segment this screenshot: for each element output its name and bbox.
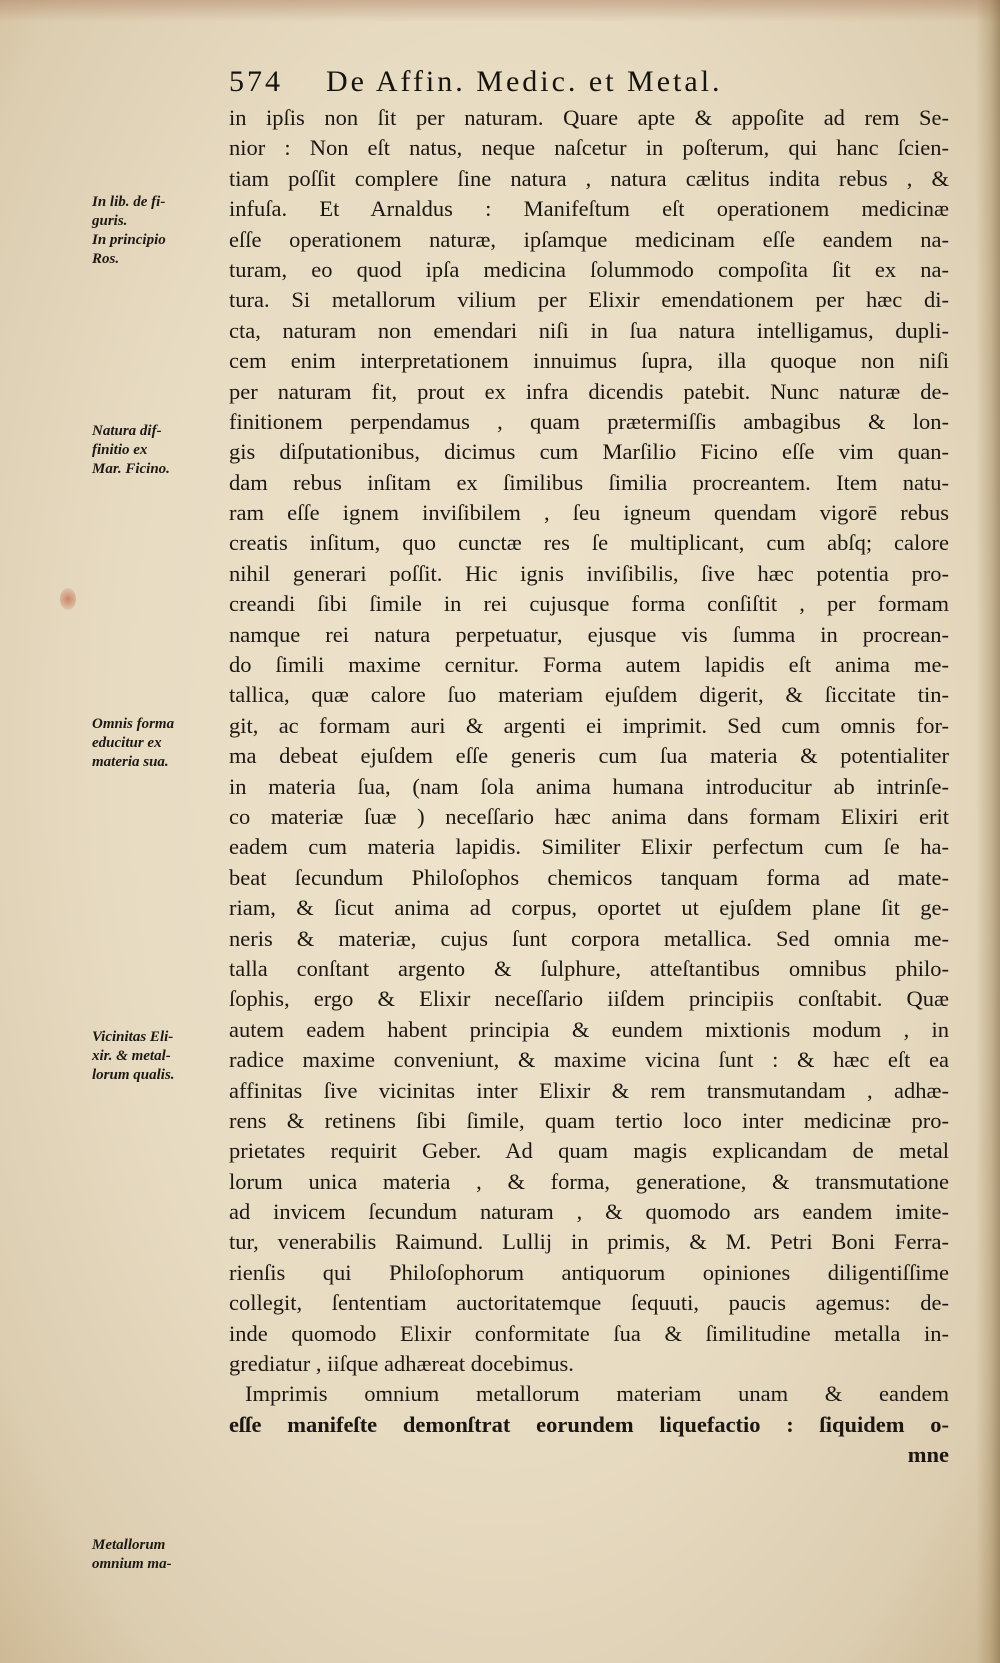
text-line: nihil generari poſſit. Hic ignis inviſibilis, ſive hæc potentia pro- xyxy=(229,560,949,586)
margin-note xyxy=(92,422,222,479)
text-line: tallica, quæ calore ſuo materiam ejuſdem digerit, & ſiccitate tin- xyxy=(229,682,949,708)
text-line: neris & materiæ, cujus ſunt corpora metallica. Sed omnia me- xyxy=(229,925,949,951)
text-line: radice maxime conveniunt, & maxime vicina ſunt : & hæc eſt ea xyxy=(229,1047,949,1073)
margin-note-line: guris. xyxy=(92,213,128,229)
page-number: 574 xyxy=(229,65,283,98)
margin-note-line: omnium ma- xyxy=(92,1556,172,1572)
text-line: lorum unica materia , & forma, generatione, & transmutatione xyxy=(229,1168,949,1194)
text-line: rens & retinens ſibi ſimile, quam tertio loco inter medicinæ pro- xyxy=(229,1107,949,1133)
text-line: cem enim interpretationem innuimus ſupra, illa quoque non niſi xyxy=(229,348,949,374)
text-line: in ipſis non ſit per naturam. Quare apte & appoſite ad rem Se- xyxy=(229,105,949,130)
text-line: rienſis qui Philoſophorum antiquorum opiniones diligentiſſime xyxy=(229,1259,949,1285)
text-line: ma debeat ejuſdem eſſe generis cum ſua materia & potentialiter xyxy=(229,743,949,769)
margin-note xyxy=(92,193,222,269)
text-line: prietates requirit Geber. Ad quam magis explicandam de metal xyxy=(229,1138,949,1164)
margin-note xyxy=(92,1536,222,1574)
text-line: eſſe manifeſte demonſtrat eorundem liquefactio : ſiquidem o- xyxy=(229,1411,949,1437)
margin-note-line: Omnis forma xyxy=(92,716,175,732)
text-line: namque rei natura perpetuatur, ejusque vis ſumma in procrean- xyxy=(229,621,949,647)
text-line: tura. Si metallorum vilium per Elixir emendationem per hæc di- xyxy=(229,287,949,313)
text-line: tiam poſſit complere ſine natura , natura cælitus indita rebus , & xyxy=(229,165,949,191)
text-line: ad invicem ſecundum naturam , & quomodo ars eandem imite- xyxy=(229,1199,949,1225)
margin-note-line: materia sua. xyxy=(92,754,169,770)
margin-note-line: In principio xyxy=(92,232,166,248)
margin-note-line: Vicinitas Eli- xyxy=(92,1029,174,1045)
running-title: De Affin. Medic. et Metal. xyxy=(326,65,723,98)
margin-note-line: Ros. xyxy=(92,251,120,267)
text-line: finitionem perpendamus , quam prætermiſſis ambagibus & lon- xyxy=(229,408,949,434)
text-line: turam, eo quod ipſa medicina ſolummodo compoſita ſit ex na- xyxy=(229,256,949,282)
margin-note-line: finitio ex xyxy=(92,442,148,458)
text-line: in materia ſua, (nam ſola anima humana introducitur ab intrinſe- xyxy=(229,773,949,799)
text-line: grediatur , iiſque adhæreat docebimus. xyxy=(229,1351,574,1377)
text-line: dam rebus inſitam ex ſimilibus ſimilia procreantem. Item natu- xyxy=(229,469,949,495)
text-line: infuſa. Et Arnaldus : Manifeſtum eſt operationem medicinæ xyxy=(229,196,949,222)
text-line: eadem cum materia lapidis. Similiter Elixir perfectum cum ſe ha- xyxy=(229,834,949,860)
text-line: ſophis, ergo & Elixir neceſſario iiſdem principiis conſtabit. Quæ xyxy=(229,986,949,1012)
text-line: autem eadem habent principia & eundem mixtionis modum , in xyxy=(229,1016,949,1042)
margin-note-line: educitur ex xyxy=(92,735,162,751)
text-line: per naturam fit, prout ex infra dicendis patebit. Nunc naturæ de- xyxy=(229,378,949,404)
page-edge-top xyxy=(0,0,1000,22)
text-line: creandi ſibi ſimile in rei cujusque forma conſiſtit , per formam xyxy=(229,591,949,617)
catchword: mne xyxy=(907,1442,949,1468)
text-line: tur, venerabilis Raimund. Lullij in primis, & M. Petri Boni Ferra- xyxy=(229,1229,949,1255)
running-header xyxy=(229,62,909,102)
text-line: git, ac formam auri & argenti ei imprimit. Sed cum omnis for- xyxy=(229,712,949,738)
body-text xyxy=(229,103,949,1471)
margin-note-line: Mar. Ficino. xyxy=(92,461,170,477)
text-line: eſſe operationem naturæ, ipſamque medicinam eſſe eandem na- xyxy=(229,226,949,252)
text-line: inde quomodo Elixir conformitate ſua & ſimilitudine metalla in- xyxy=(229,1320,949,1346)
margin-note-line: lorum qualis. xyxy=(92,1067,175,1083)
text-line: beat ſecundum Philoſophos chemicos tanquam forma ad mate- xyxy=(229,864,949,890)
text-line: Imprimis omnium metallorum materiam unam & eandem xyxy=(245,1381,949,1407)
text-line: riam, & ſicut anima ad corpus, oportet ut ejuſdem plane ſit ge- xyxy=(229,895,949,921)
margin-note-line: Natura dif- xyxy=(92,423,162,439)
text-line: talla conſtant argento & ſulphure, atteſtantibus omnibus philo- xyxy=(229,955,949,981)
margin-note-line: In lib. de fi- xyxy=(92,194,166,210)
text-line: cta, naturam non emendari niſi in ſua natura intelligamus, dupli- xyxy=(229,317,949,343)
text-line: nior : Non eſt natus, neque naſcetur in poſterum, qui hanc ſcien- xyxy=(229,135,949,161)
margin-note-line: Metallorum xyxy=(92,1537,166,1553)
page-edge-right xyxy=(976,0,1000,1663)
margin-note xyxy=(92,1028,222,1085)
text-line: do ſimili maxime cernitur. Forma autem lapidis eſt anima me- xyxy=(229,652,949,678)
paper-stain xyxy=(60,588,76,610)
text-line: ram eſſe ignem inviſibilem , ſeu igneum quendam vigorē rebus xyxy=(229,500,949,526)
margin-note-line: xir. & metal- xyxy=(92,1048,171,1064)
text-line: creatis inſitum, quo cunctæ res ſe multiplicant, cum abſq; calore xyxy=(229,530,949,556)
text-line: collegit, ſententiam auctoritatemque ſequuti, paucis agemus: de- xyxy=(229,1290,949,1316)
text-line: co materiæ ſuæ ) neceſſario hæc anima dans formam Elixiri erit xyxy=(229,803,949,829)
margin-note xyxy=(92,715,222,772)
text-line: affinitas ſive vicinitas inter Elixir & rem transmutandam , adhæ- xyxy=(229,1077,949,1103)
text-line: gis diſputationibus, dicimus cum Marſilio Ficino eſſe vim quan- xyxy=(229,439,949,465)
